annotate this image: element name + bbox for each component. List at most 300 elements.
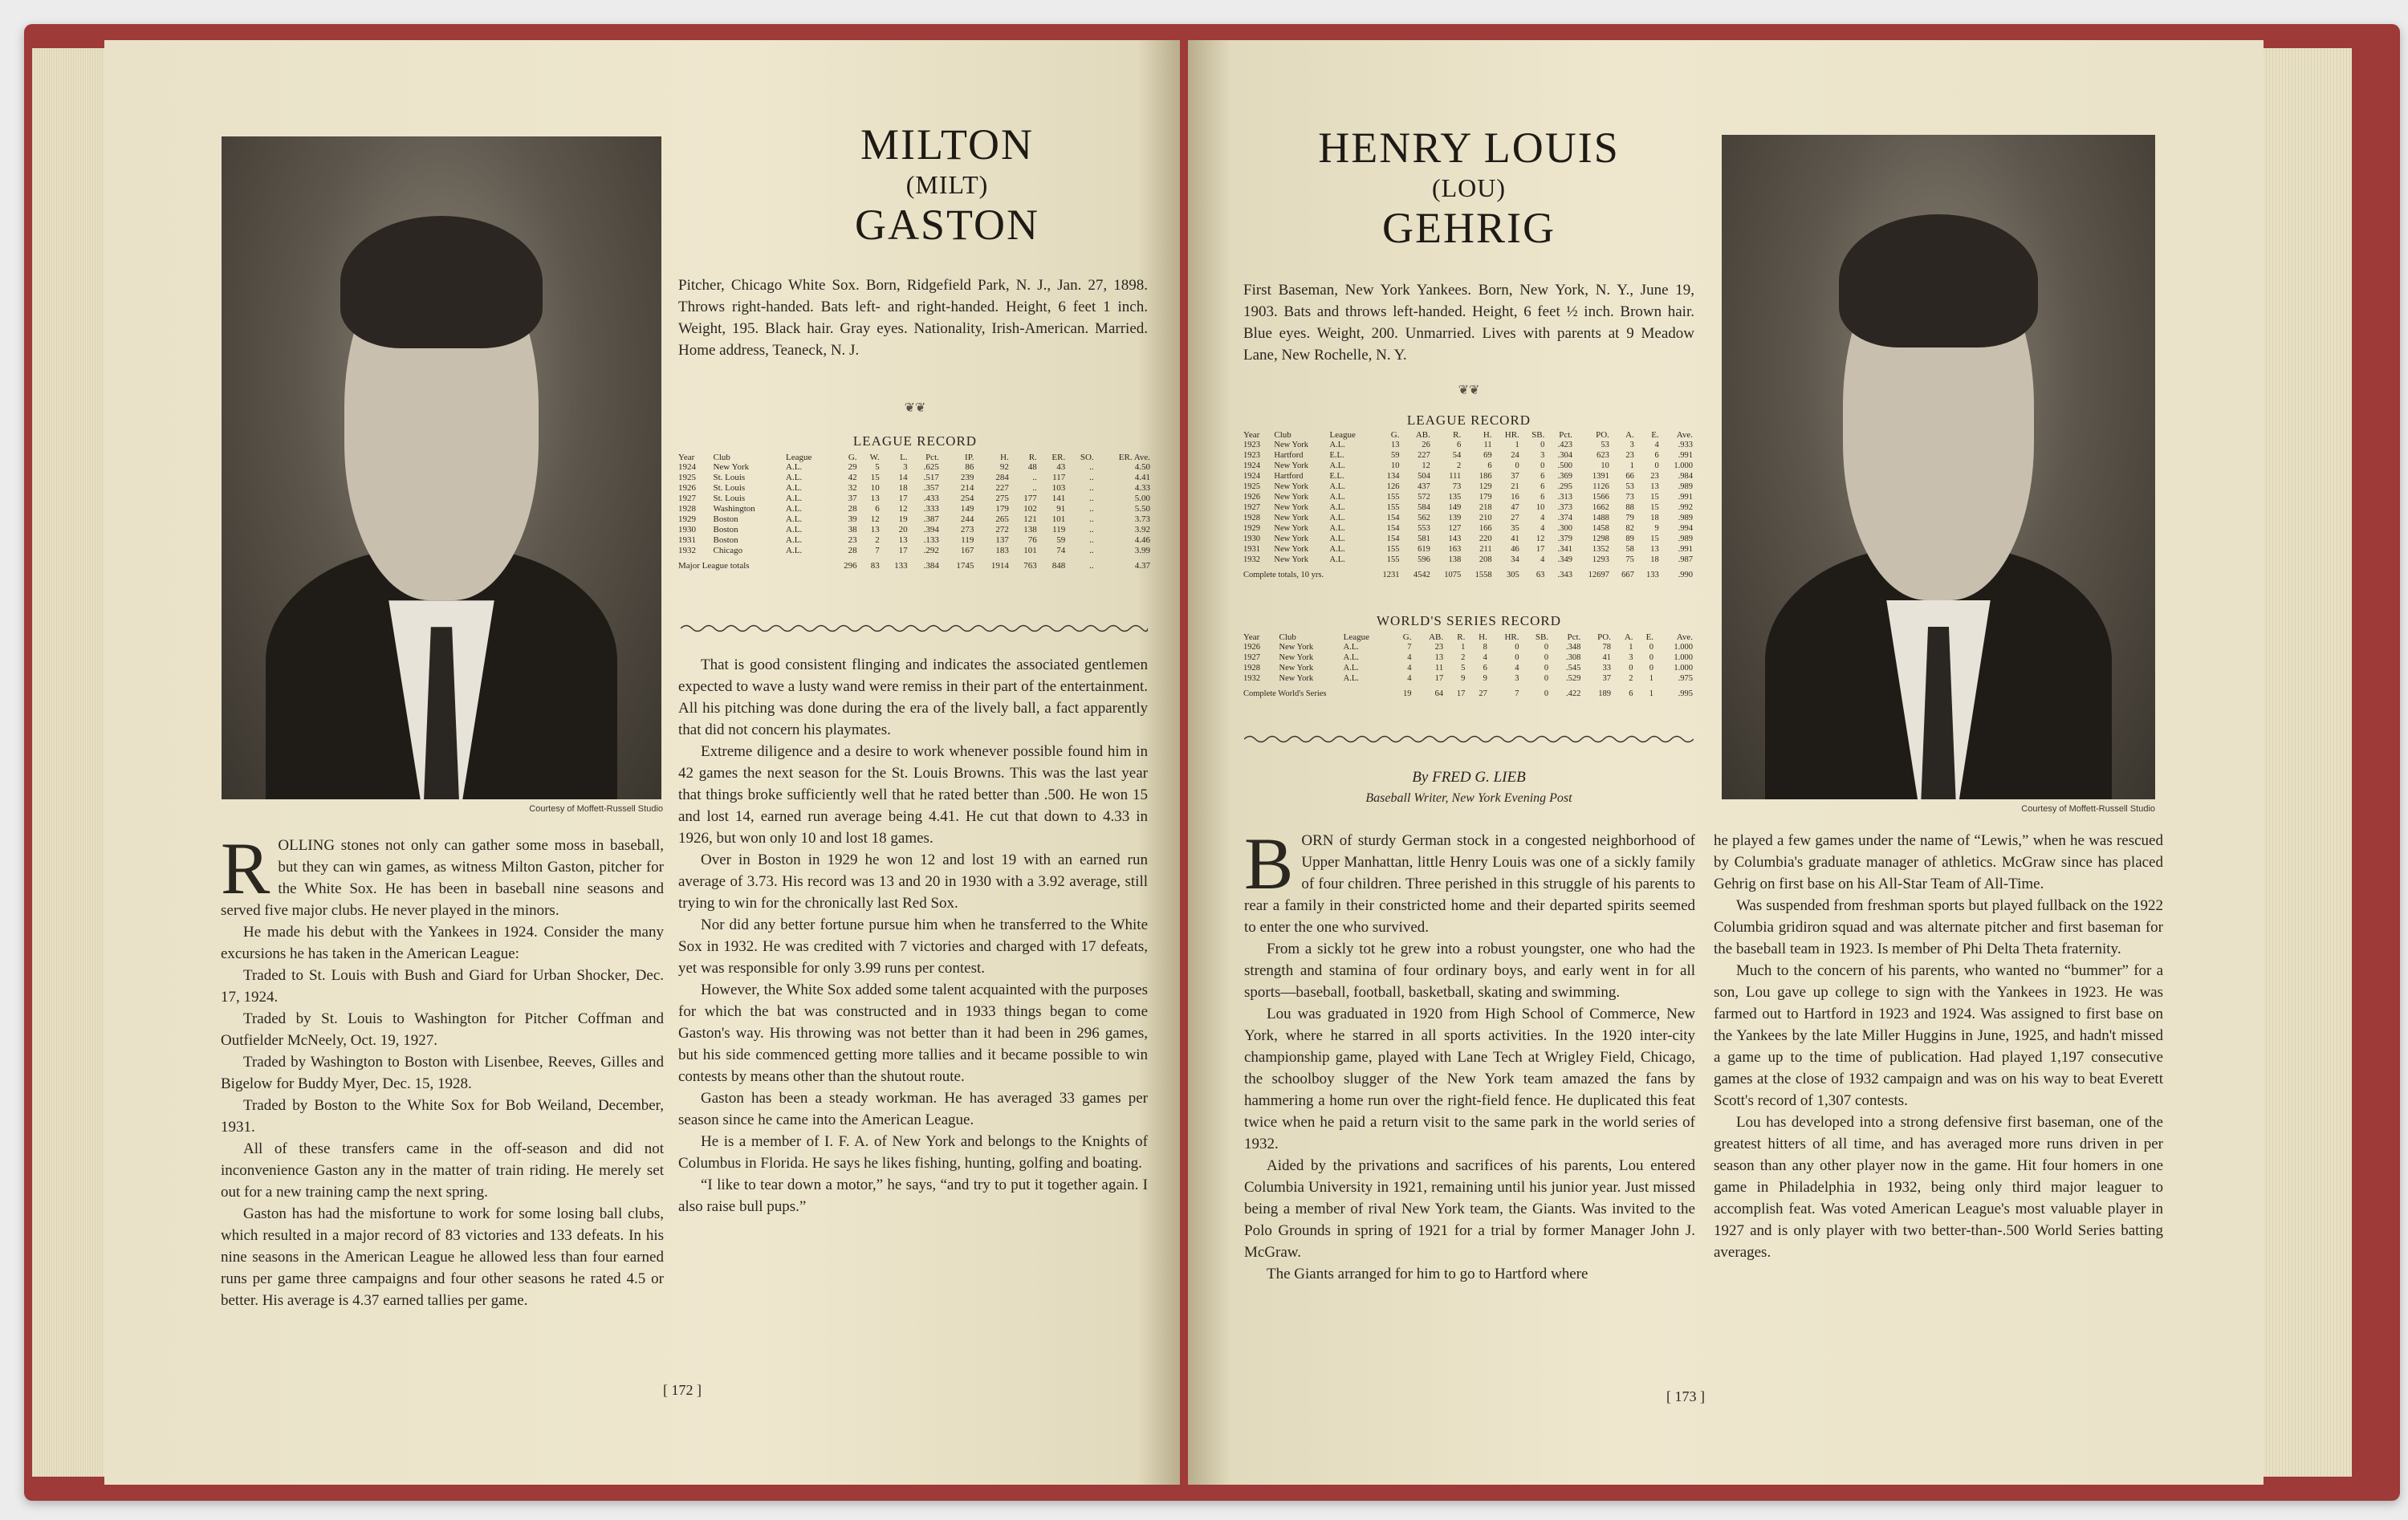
table-cell: 1 [1649,689,1654,698]
table-cell: 189 [1598,689,1611,698]
bio-text: First Baseman, New York Yankees. Born, New York, N. Y., June 19, 1903. Bats and throws left-handed. Height, 6 feet ½ inch. Brown hair. Blue eyes. Weight, 200. Unmarried. Lives with parents at 9 Meadow Lane, New Rochelle, N. Y. [1243,282,1694,364]
paragraph: Traded by Boston to the White Sox for Bob Weiland, December, 1931. [221,1097,664,1136]
table-cell: 1231 [1382,571,1400,579]
table-cell: 1352 [1592,545,1609,554]
table-cell: 102 [1023,504,1037,514]
table-cell: A.L. [1329,514,1345,522]
table-cell: 4 [1540,514,1545,522]
table-cell: 39 [848,514,857,524]
table-cell: 92 [999,462,1009,472]
table-cell: 5.50 [1134,504,1150,514]
table-cell: Major League totals [678,561,750,571]
gaston-portrait-photo [222,136,661,799]
table-cell: .975 [1678,674,1693,683]
table-cell: 111 [1449,472,1462,481]
table-cell: 0 [1649,643,1654,652]
table-cell: 155 [1386,493,1400,502]
table-cell: Boston [713,514,738,524]
table-cell: A.L. [786,483,803,493]
league-record-title: LEAGUE RECORD [852,433,978,449]
table-cell: .304 [1557,451,1573,460]
table-cell: 186 [1479,472,1492,481]
column-header: H. [1000,453,1009,462]
table-cell: A.L. [786,514,803,524]
page-edges-left [32,48,106,1477]
table-cell: 0 [1544,643,1549,652]
table-cell: .. [1089,462,1094,472]
name-line-2: GEHRIG [1382,204,1556,252]
table-cell: New York [1279,674,1314,683]
paragraph: Gaston has had the misfortune to work for some losing ball clubs, which resulted in a major record of 83 victories and 133 defeats. In his nine seasons in the American League he allowed less than four earned runs per game three campaigns and four other seasons he rated 4.5 or better. His average is 4.37 earned tallies per game. [221,1205,664,1309]
table-cell: 562 [1418,514,1430,522]
paragraph: Much to the concern of his parents, who wanted no “bummer” for a son, Lou gave up college to sign with the Yankees in 1923. He was farmed out to Hartford in 1923 and 1924. Was assigned to first base on the Yankees by the late Miller Huggins in June, 1925, and hadn't missed a game up to the time of publication. Had played 1,197 consecutive games at the close of 1932 campaign and was on his way to beat Everett Scott's record of 1,307 contests. [1714,962,2163,1109]
table-cell: 1925 [678,473,696,482]
table-cell: .133 [923,535,939,545]
table-cell: 82 [1625,524,1634,533]
column-header: Pct. [1559,430,1573,440]
table-cell: 75 [1625,555,1634,564]
table-cell: .. [1089,514,1094,524]
column-header: Ave. [1676,632,1693,642]
table-cell: 7 [1515,689,1519,698]
table-cell: New York [1274,482,1308,491]
table-cell: 1932 [1243,674,1260,683]
table-cell: 43 [1056,462,1066,472]
table-cell: 0 [1515,643,1519,652]
table-cell: St. Louis [713,494,746,503]
table-cell: 4 [1515,664,1519,673]
paragraph: Lou was graduated in 1920 from High School of Commerce, New York, where he starred in all sports activities. In the 1920 inter-city championship game, played with Lane Tech at Wrigley Field, Chicago, the schoolboy slugger of the New York team amazed the fans by hammering a home run over the right-field fence. He duplicated this feat twice when he paid a return visit to the same park in the world series of 1932. [1244,1006,1695,1152]
table-cell: 1488 [1592,514,1609,522]
table-cell: 6 [1456,441,1462,449]
table-cell: 103 [1051,483,1066,493]
table-cell: 26 [1422,441,1430,449]
table-cell: .984 [1678,472,1693,481]
table-cell: New York [1279,653,1314,662]
column-header: SB. [1535,632,1549,642]
table-cell: 6 [875,504,880,514]
table-cell: 155 [1386,503,1400,512]
table-cell: New York [1274,493,1308,502]
wavy-divider [681,623,1148,634]
table-cell: 1929 [1243,524,1260,533]
table-cell: 6 [1540,472,1545,481]
table-row [676,514,1153,525]
table-cell: 183 [995,546,1009,555]
column-header: E. [1651,430,1659,440]
table-cell: Chicago [713,546,743,555]
table-cell: 41 [1511,534,1519,543]
table-cell: 1 [1515,441,1519,449]
table-cell: .349 [1557,555,1573,564]
table-cell: 16 [1511,493,1519,502]
table-cell: 4.41 [1134,473,1150,482]
table-cell: 227 [1418,451,1430,460]
table-cell: 74 [1056,546,1066,555]
paragraph: ORN of sturdy German stock in a congested neighborhood of Upper Manhattan, little Henry Louis was one of a sickly family of four children. Three perished in this struggle of his parents to rear a family in their constricted home and their departed spirits seemed to enter the one who survived. [1244,832,1695,936]
photo-credit: Courtesy of Moffett-Russell Studio [529,804,663,814]
table-cell: E.L. [1329,472,1344,481]
table-cell: 239 [960,473,974,482]
table-cell: 1075 [1444,571,1462,579]
table-cell: 2 [1461,653,1466,662]
table-cell: .308 [1565,653,1581,662]
table-cell: 272 [995,525,1009,534]
table-cell: .374 [1557,514,1573,522]
table-cell: 10 [1601,461,1609,470]
table-cell: .348 [1565,643,1581,652]
table-cell: 12697 [1588,571,1609,579]
paragraph: Nor did any better fortune pursue him when he transferred to the White Sox in 1932. He was credited with 7 victories and charged with 17 defeats, yet was responsible for only 3.99 runs per contest. [678,916,1148,977]
table-cell: .. [1089,483,1094,493]
table-row [1241,502,1695,513]
paragraph: Traded by Washington to Boston with Lisenbee, Reeves, Gilles and Bigelow for Buddy Myer, Dec. 15, 1928. [221,1054,664,1092]
totals-row [1241,565,1695,580]
column-header: HR. [1504,632,1519,642]
table-row [1241,544,1695,555]
table-cell: 0 [1540,441,1545,449]
column-header: R. [1028,453,1037,462]
table-cell: 69 [1483,451,1492,460]
table-cell: 17 [1536,545,1545,554]
table-cell: 1745 [956,561,974,571]
table-cell: 13 [1434,653,1444,662]
totals-row [1241,684,1695,699]
table-cell: 27 [1479,689,1487,698]
table-cell: A.L. [786,473,803,482]
photo-credit: Courtesy of Moffett-Russell Studio [2021,804,2155,814]
table-cell: A.L. [1329,493,1345,502]
table-cell: 0 [1515,653,1519,662]
column-header: SB. [1531,430,1545,440]
table-cell: 15 [1650,503,1659,512]
table-cell: .343 [1557,571,1573,579]
table-cell: 9 [1654,524,1659,533]
table-cell: 218 [1479,503,1492,512]
table-cell: A.L. [786,462,803,472]
table-cell: 7 [1407,643,1412,652]
column-header: ER. [1051,453,1066,462]
column-header: A. [1625,430,1634,440]
table-cell: 4.33 [1134,483,1150,493]
table-cell: 1558 [1474,571,1492,579]
column-header: Year [1243,430,1260,440]
totals-row [676,556,1153,571]
table-cell: 4 [1407,674,1412,683]
table-header-row [1241,632,1695,642]
table-cell: 78 [1602,643,1611,652]
table-row [676,546,1153,556]
table-cell: 163 [1448,545,1462,554]
table-cell: 89 [1625,534,1634,543]
column-header: Year [1243,632,1260,642]
table-cell: 149 [960,504,974,514]
table-cell: 58 [1625,545,1634,554]
table-row [1241,492,1695,502]
table-cell: A.L. [1329,461,1345,470]
table-cell: .989 [1678,482,1693,491]
table-cell: New York [1274,534,1308,543]
table-cell: 137 [995,535,1009,545]
column-header: League [786,453,812,462]
table-cell: 0 [1649,653,1654,662]
table-cell: 33 [1602,664,1611,673]
column-header: G. [848,453,857,462]
table-cell: 1.000 [1674,643,1693,652]
column-header: G. [1402,632,1412,642]
table-row [676,494,1153,504]
table-cell: .. [1089,525,1094,534]
paragraph: The Giants arranged for him to go to Hartford where [1267,1266,1588,1282]
table-cell: 18 [1650,514,1659,522]
table-row [1241,642,1695,652]
column-header: League [1343,632,1370,642]
table-cell: St. Louis [713,473,746,482]
table-cell: .422 [1565,689,1581,698]
table-cell: 1924 [1243,461,1260,470]
table-cell: 667 [1621,571,1634,579]
table-cell: 2 [875,535,880,545]
table-cell: 167 [960,546,974,555]
table-cell: 79 [1625,514,1634,522]
table-cell: 1927 [1243,653,1260,662]
table-row [1241,461,1695,471]
table-cell: 1931 [1243,545,1260,554]
table-cell: .529 [1565,674,1581,683]
table-cell: 1391 [1592,472,1609,481]
table-cell: 273 [960,525,974,534]
table-cell: 138 [1448,555,1462,564]
table-cell: 17 [898,546,908,555]
table-cell: .. [1032,483,1037,493]
table-cell: 6 [1654,451,1659,460]
table-cell: 1923 [1243,451,1260,460]
table-cell: 584 [1418,503,1430,512]
table-cell: New York [1274,514,1308,522]
table-cell: 101 [1051,514,1066,524]
table-cell: 83 [870,561,880,571]
table-cell: 0 [1544,664,1549,673]
table-cell: 6 [1540,482,1545,491]
table-cell: .. [1089,535,1094,545]
table-cell: 265 [995,514,1009,524]
table-cell: A.L. [786,525,803,534]
table-cell: 296 [844,561,857,571]
table-row [1241,471,1695,482]
table-cell: 73 [1625,493,1634,502]
column-header: Year [678,453,695,462]
table-cell: 19 [898,514,908,524]
table-cell: 141 [1051,494,1066,503]
table-cell: 135 [1448,493,1462,502]
table-cell: 37 [848,494,857,503]
league-record-table [676,453,1153,571]
table-cell: 1930 [1243,534,1260,543]
article-column-2 [678,654,1148,1217]
table-header-row [676,453,1153,462]
table-cell: 35 [1511,524,1519,533]
article-column-1 [1244,823,1695,1285]
table-cell: 15 [870,473,880,482]
table-cell: 86 [965,462,974,472]
table-cell: Hartford [1274,472,1304,481]
table-cell: 13 [870,525,880,534]
table-cell: .625 [923,462,939,472]
name-line-1: MILTON [860,120,1035,169]
table-cell: 119 [1052,525,1066,534]
table-cell: 1926 [1243,643,1260,652]
table-cell: A.L. [1329,441,1345,449]
table-cell: 34 [1511,555,1519,564]
table-cell: 1930 [678,525,696,534]
table-cell: 133 [1646,571,1659,579]
article-column-2 [1714,830,2163,1263]
table-cell: 41 [1602,653,1611,662]
table-cell: 138 [1023,525,1037,534]
table-cell: 59 [1056,535,1066,545]
table-cell: 6 [1540,493,1545,502]
table-cell: 127 [1448,524,1462,533]
column-header: Club [1274,430,1291,440]
table-cell: 17 [1456,689,1466,698]
table-cell: .369 [1557,472,1573,481]
table-row [1241,523,1695,534]
table-cell: 126 [1386,482,1400,491]
page-number: [ 173 ] [1666,1388,1705,1404]
table-row [676,535,1153,546]
table-cell: .517 [923,473,939,482]
column-header: ER. Ave. [1118,453,1150,462]
player-bio [678,274,1148,361]
table-cell: 4.37 [1134,561,1150,571]
table-cell: A.L. [1329,534,1345,543]
table-cell: 10 [1536,503,1545,512]
table-cell: 23 [1434,643,1444,652]
table-cell: St. Louis [713,483,746,493]
table-cell: 305 [1507,571,1519,579]
table-cell: 5.00 [1134,494,1150,503]
table-cell: 5 [875,462,880,472]
table-cell: .989 [1678,534,1693,543]
table-cell: Hartford [1274,451,1304,460]
table-cell: 623 [1597,451,1609,460]
table-cell: .384 [923,561,939,571]
table-cell: A.L. [1343,643,1359,652]
table-cell: .994 [1678,524,1693,533]
paragraph: He is a member of I. F. A. of New York and belongs to the Knights of Columbus in Florida. He says he likes fishing, hunting, golfing and boating. [678,1133,1148,1172]
table-cell: 13 [1650,482,1659,491]
table-row [676,525,1153,535]
table-cell: 6 [1487,461,1492,470]
paragraph: OLLING stones not only can gather some moss in baseball, but they can win games, as witness Milton Gaston, pitcher for the White Sox. He has been in baseball nine seasons and served five major clubs. He never played in the minors. [221,837,664,919]
column-header: AB. [1429,632,1444,642]
table-cell: 1914 [990,561,1009,571]
table-row [1241,513,1695,523]
table-cell: 42 [848,473,857,482]
table-cell: 1458 [1592,524,1609,533]
table-cell: 28 [848,504,857,514]
table-cell: 1.000 [1674,461,1693,470]
table-cell: 1928 [678,504,696,514]
table-cell: 7 [875,546,880,555]
table-cell: 220 [1479,534,1492,543]
table-cell: 1566 [1592,493,1609,502]
table-cell: 20 [898,525,908,534]
table-cell: 0 [1515,461,1519,470]
table-cell: 139 [1448,514,1462,522]
table-cell: 581 [1418,534,1430,543]
table-cell: 15 [1650,493,1659,502]
table-cell: 54 [1452,451,1462,460]
table-cell: 27 [1511,514,1519,522]
table-cell: 129 [1479,482,1492,491]
table-cell: .545 [1565,664,1581,673]
table-cell: 117 [1052,473,1066,482]
league-record-title: LEAGUE RECORD [1406,413,1531,428]
table-cell: 437 [1418,482,1430,491]
table-cell: 553 [1418,524,1430,533]
table-row [676,483,1153,494]
table-cell: 1662 [1592,503,1609,512]
byline: By FRED G. LIEB [1412,769,1526,786]
table-cell: .933 [1678,441,1693,449]
table-cell: 13 [1390,441,1400,449]
table-cell: 214 [960,483,974,493]
table-cell: 177 [1023,494,1037,503]
table-cell: .500 [1557,461,1573,470]
table-cell: 18 [1650,555,1659,564]
table-cell: 4 [1654,441,1659,449]
table-cell: .991 [1678,493,1693,502]
table-cell: .991 [1678,545,1693,554]
table-cell: 3 [903,462,908,472]
table-cell: 154 [1386,534,1400,543]
table-cell: 227 [995,483,1009,493]
table-cell: .. [1089,561,1094,571]
column-header: R. [1453,430,1462,440]
paragraph: That is good consistent flinging and indicates the associated gentlemen expected to wave a lusty wand were remiss in their part of the entertainment. All his pitching was done during the era of the lively ball, a fact apparently that did not concern his playmates. [678,656,1148,738]
article-column-1 [221,827,664,1311]
table-cell: 1 [1629,643,1633,652]
table-cell: 2 [1456,461,1462,470]
table-cell: .341 [1557,545,1573,554]
table-cell: New York [1274,461,1308,470]
table-cell: 1931 [678,535,696,545]
table-cell: 11 [1483,441,1492,449]
table-row [1241,673,1695,684]
table-row [1241,555,1695,565]
table-cell: 133 [894,561,908,571]
table-cell: A.L. [786,504,803,514]
table-cell: .992 [1678,503,1693,512]
page-number: [ 172 ] [663,1382,702,1398]
table-cell: 3.99 [1134,546,1150,555]
table-cell: 1932 [1243,555,1260,564]
paragraph: Traded to St. Louis with Bush and Giard for Urban Shocker, Dec. 17, 1924. [221,967,664,1006]
table-cell: .300 [1557,524,1573,533]
table-cell: Washington [713,504,755,514]
table-cell: 13 [870,494,880,503]
table-cell: 63 [1536,571,1545,579]
table-cell: 47 [1511,503,1519,512]
table-cell: 53 [1601,441,1609,449]
table-cell: 9 [1461,674,1466,683]
table-cell: .423 [1557,441,1573,449]
table-cell: 211 [1479,545,1492,554]
table-cell: 38 [848,525,857,534]
table-cell: Complete totals, 10 yrs. [1243,571,1324,579]
table-cell: A.L. [1329,482,1345,491]
